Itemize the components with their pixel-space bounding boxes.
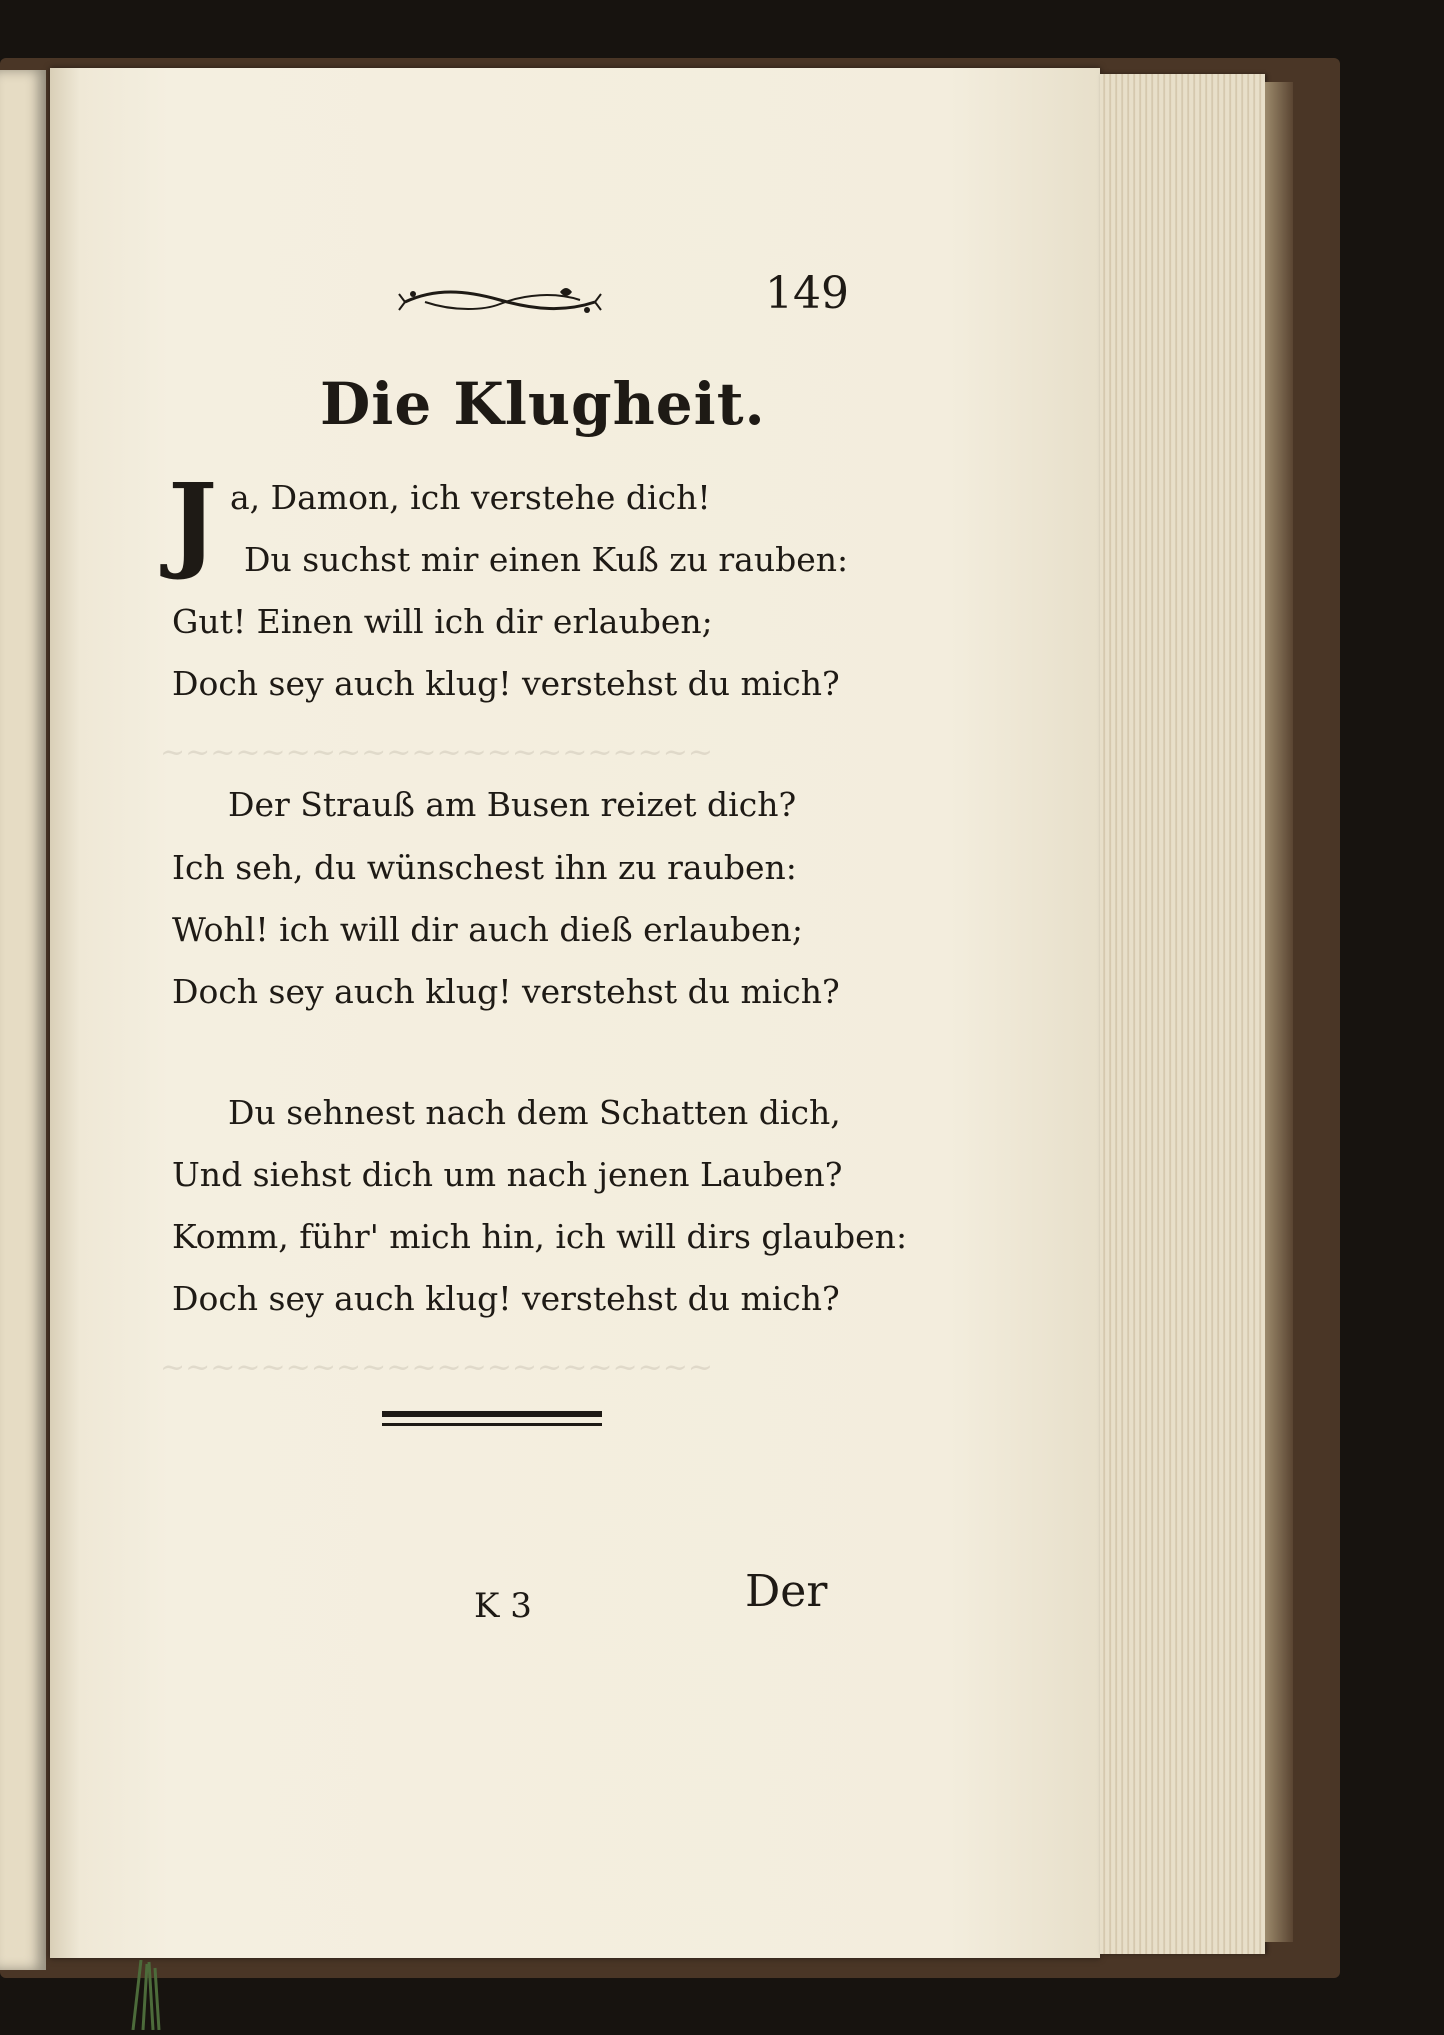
drop-cap: J — [168, 460, 218, 583]
back-cover-edge — [1265, 82, 1293, 1942]
page-edges — [1100, 74, 1265, 1954]
verse-line: Doch sey auch klug! verstehst du mich? — [172, 972, 840, 1011]
catchword: Der — [745, 1566, 828, 1617]
verse-line: Du sehnest nach dem Schatten dich, — [228, 1093, 841, 1132]
verse-line: Doch sey auch klug! verstehst du mich? — [172, 1279, 840, 1318]
verse-line: Komm, führ' mich hin, ich will dirs glauben: — [172, 1217, 908, 1256]
verse-line: Wohl! ich will dir auch dieß erlauben; — [172, 910, 803, 949]
verse-line: Gut! Einen will ich dir erlauben; — [172, 602, 713, 641]
page-number: 149 — [765, 268, 849, 319]
verse-line: Ich seh, du wünschest ihn zu rauben: — [172, 848, 797, 887]
printer-signature: K 3 — [474, 1586, 532, 1626]
verse-line: a, Damon, ich verstehe dich! — [230, 478, 711, 517]
verse-line: Du suchst mir einen Kuß zu rauben: — [244, 540, 849, 579]
left-page-edge — [0, 70, 46, 1970]
rule-thick — [382, 1411, 602, 1417]
verse-line: Und siehst dich um nach jenen Lauben? — [172, 1155, 843, 1194]
show-through: ~~~~~~~~~~~~~~~~~~~~~~ — [160, 1350, 714, 1385]
book-page — [50, 68, 1100, 1958]
rule-thin — [382, 1423, 602, 1426]
verse-line: Doch sey auch klug! verstehst du mich? — [172, 664, 840, 703]
show-through: ~~~~~~~~~~~~~~~~~~~~~~ — [160, 735, 714, 770]
binding-thread-icon — [125, 1960, 165, 2030]
poem-title: Die Klugheit. — [320, 370, 766, 438]
verse-line: Der Strauß am Busen reizet dich? — [228, 785, 797, 824]
vine-ornament-icon — [395, 280, 605, 324]
